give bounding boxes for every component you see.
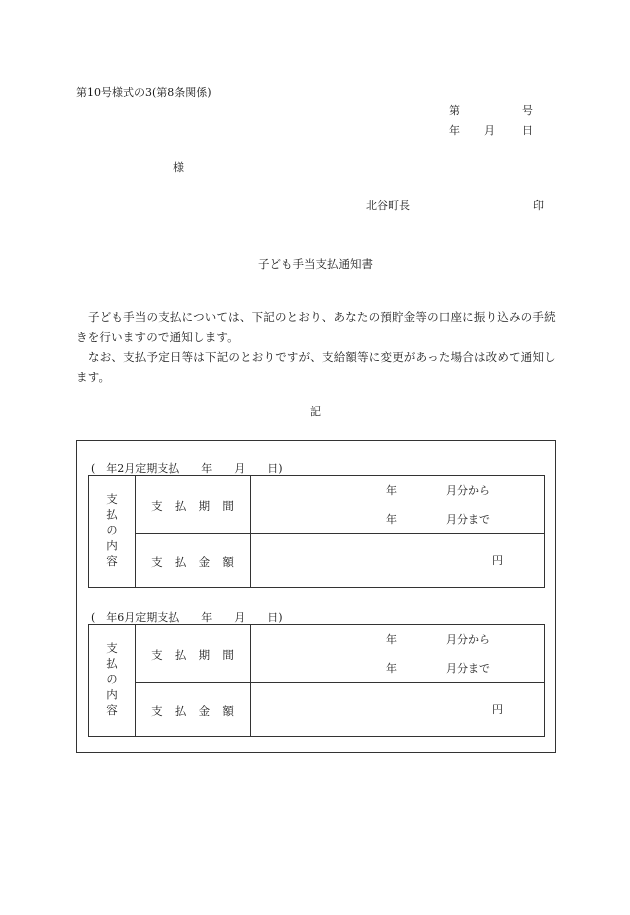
side-label: 支払の内容	[105, 492, 119, 571]
number-prefix: 第	[449, 104, 460, 117]
seal-mark: 印	[533, 199, 544, 212]
addressee-suffix: 様	[173, 161, 184, 174]
from-year: 年	[386, 484, 397, 497]
payment-table	[88, 624, 545, 737]
number-suffix: 号	[522, 104, 533, 117]
yen-unit: 円	[492, 554, 503, 567]
from-month: 月分から	[446, 633, 490, 646]
side-label: 支払の内容	[105, 641, 119, 720]
form-id: 第10号様式の3(第8条関係)	[76, 86, 212, 99]
to-year: 年	[386, 662, 397, 675]
period-label: 支 払 期 間	[151, 499, 234, 513]
payment-table	[88, 475, 545, 588]
ki-heading: 記	[310, 405, 321, 418]
to-year: 年	[386, 513, 397, 526]
section-label: ( 年2月定期支払 年 月 日)	[91, 462, 283, 475]
section-label: ( 年6月定期支払 年 月 日)	[91, 611, 283, 624]
document-title: 子ども手当支払通知書	[258, 257, 373, 271]
to-month: 月分まで	[446, 513, 490, 526]
from-year: 年	[386, 633, 397, 646]
date-month: 月	[484, 124, 495, 137]
amount-label: 支 払 金 額	[151, 555, 234, 569]
body-paragraph-1: 子ども手当の支払については、下記のとおり、あなたの預貯金等の口座に振り込みの手続きを行いますので通知します。	[76, 310, 556, 344]
to-month: 月分まで	[446, 662, 490, 675]
period-label: 支 払 期 間	[151, 648, 234, 662]
date-year: 年	[449, 124, 460, 137]
from-month: 月分から	[446, 484, 490, 497]
yen-unit: 円	[492, 703, 503, 716]
amount-label: 支 払 金 額	[151, 704, 234, 718]
date-day: 日	[522, 124, 533, 137]
issuer: 北谷町長	[366, 199, 410, 212]
body-paragraph-2: なお、支払予定日等は下記のとおりですが、支給額等に変更があった場合は改めて通知します。	[76, 350, 556, 384]
notice-body	[76, 307, 558, 387]
